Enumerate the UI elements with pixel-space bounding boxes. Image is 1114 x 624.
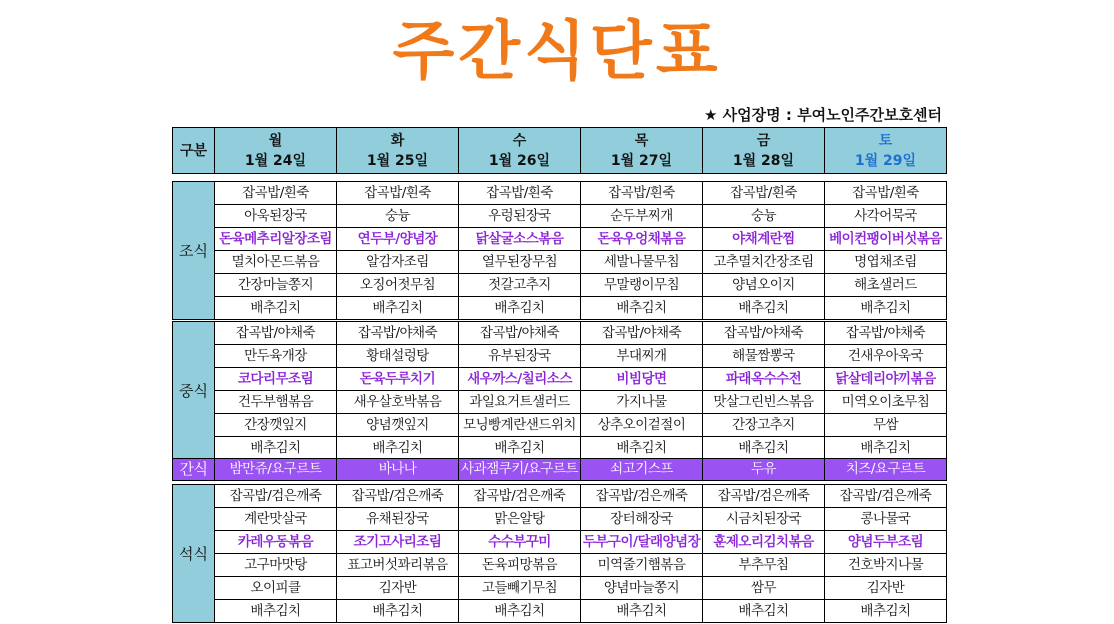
menu-cell: 배추김치 — [459, 297, 581, 320]
menu-cell: 무말랭이무침 — [581, 274, 703, 297]
menu-cell: 명엽채조림 — [825, 251, 947, 274]
snack-cell: 사과잼쿠키/요구르트 — [459, 459, 581, 481]
main-dish-cell: 조기고사리조림 — [337, 531, 459, 554]
menu-cell: 멸치아몬드볶음 — [215, 251, 337, 274]
menu-cell: 만두육개장 — [215, 345, 337, 368]
menu-cell: 고구마맛탕 — [215, 554, 337, 577]
menu-cell: 시금치된장국 — [703, 508, 825, 531]
menu-cell: 배추김치 — [825, 297, 947, 320]
menu-cell: 유채된장국 — [337, 508, 459, 531]
main-dish-cell: 돈육두루치기 — [337, 368, 459, 391]
menu-cell: 잡곡밥/야채죽 — [703, 322, 825, 345]
main-dish-cell: 훈제오리김치볶음 — [703, 531, 825, 554]
main-dish-cell: 비빔당면 — [581, 368, 703, 391]
day-name: 화 — [390, 132, 405, 149]
main-dish-cell: 두부구이/달래양념장 — [581, 531, 703, 554]
dinner-label: 석식 — [173, 485, 215, 623]
menu-cell: 세발나물무침 — [581, 251, 703, 274]
lunch-table — [172, 321, 947, 460]
menu-cell: 배추김치 — [581, 437, 703, 460]
menu-cell: 배추김치 — [825, 600, 947, 623]
main-dish-cell: 연두부/양념장 — [337, 228, 459, 251]
menu-cell: 부추무침 — [703, 554, 825, 577]
menu-cell: 배추김치 — [215, 437, 337, 460]
menu-cell: 잡곡밥/검은깨죽 — [825, 485, 947, 508]
main-dish-cell: 돈육메추리알장조림 — [215, 228, 337, 251]
day-date: 1월 28일 — [732, 152, 795, 169]
main-dish-cell: 코다리무조림 — [215, 368, 337, 391]
menu-cell: 맑은알탕 — [459, 508, 581, 531]
menu-cell: 배추김치 — [825, 437, 947, 460]
menu-cell: 잡곡밥/야채죽 — [825, 322, 947, 345]
menu-cell: 우렁된장국 — [459, 205, 581, 228]
menu-cell: 양념마늘쫑지 — [581, 577, 703, 600]
main-dish-cell: 새우까스/칠리소스 — [459, 368, 581, 391]
menu-cell: 배추김치 — [337, 437, 459, 460]
menu-cell: 잡곡밥/검은깨죽 — [703, 485, 825, 508]
menu-cell: 고들빼기무침 — [459, 577, 581, 600]
menu-cell: 맛살그린빈스볶음 — [703, 391, 825, 414]
menu-cell: 건호박지나물 — [825, 554, 947, 577]
dinner-table — [172, 484, 947, 623]
menu-cell: 배추김치 — [581, 297, 703, 320]
main-dish-cell: 야채계란찜 — [703, 228, 825, 251]
snack-cell: 바나나 — [337, 459, 459, 481]
snack-cell: 치즈/요구르트 — [825, 459, 947, 481]
lunch-row — [173, 391, 947, 414]
day-name: 목 — [634, 132, 649, 149]
lunch-label: 중식 — [173, 322, 215, 460]
menu-cell: 잡곡밥/야채죽 — [581, 322, 703, 345]
menu-cell: 오이피클 — [215, 577, 337, 600]
dinner-row — [173, 554, 947, 577]
lunch-row — [173, 345, 947, 368]
menu-cell: 미역줄기햄볶음 — [581, 554, 703, 577]
breakfast-row — [173, 182, 947, 205]
menu-cell: 간장고추지 — [703, 414, 825, 437]
day-name: 월 — [268, 132, 283, 149]
menu-cell: 잡곡밥/흰죽 — [703, 182, 825, 205]
menu-cell: 잡곡밥/흰죽 — [337, 182, 459, 205]
menu-cell: 황태설렁탕 — [337, 345, 459, 368]
lunch-row — [173, 368, 947, 391]
menu-cell: 미역오이초무침 — [825, 391, 947, 414]
dinner-row — [173, 577, 947, 600]
snack-cell: 두유 — [703, 459, 825, 481]
menu-cell: 젓갈고추지 — [459, 274, 581, 297]
menu-cell: 유부된장국 — [459, 345, 581, 368]
menu-cell: 김자반 — [825, 577, 947, 600]
menu-cell: 장터해장국 — [581, 508, 703, 531]
menu-cell: 건새우아욱국 — [825, 345, 947, 368]
menu-cell: 콩나물국 — [825, 508, 947, 531]
day-date: 1월 25일 — [366, 152, 429, 169]
main-dish-cell: 베이컨팽이버섯볶음 — [825, 228, 947, 251]
menu-cell: 모닝빵계란샌드위치 — [459, 414, 581, 437]
header-table — [172, 127, 947, 174]
breakfast-row — [173, 228, 947, 251]
menu-cell: 잡곡밥/흰죽 — [581, 182, 703, 205]
lunch-row — [173, 437, 947, 460]
breakfast-row — [173, 205, 947, 228]
menu-cell: 잡곡밥/검은깨죽 — [581, 485, 703, 508]
dinner-row — [173, 485, 947, 508]
menu-cell: 돈육피망볶음 — [459, 554, 581, 577]
menu-cell: 배추김치 — [703, 297, 825, 320]
day-name: 토 — [878, 132, 893, 149]
dinner-row — [173, 600, 947, 623]
day-header-wed — [459, 128, 581, 174]
main-dish-cell: 닭살굴소스볶음 — [459, 228, 581, 251]
page-title: 주간식단표 — [392, 15, 722, 89]
menu-cell: 잡곡밥/검은깨죽 — [337, 485, 459, 508]
day-date: 1월 29일 — [854, 152, 917, 169]
menu-cell: 잡곡밥/야채죽 — [337, 322, 459, 345]
menu-cell: 배추김치 — [703, 437, 825, 460]
dinner-row — [173, 508, 947, 531]
main-dish-cell: 카레우동볶음 — [215, 531, 337, 554]
menu-cell: 고추멸치간장조림 — [703, 251, 825, 274]
main-dish-cell: 닭살데리야끼볶음 — [825, 368, 947, 391]
main-dish-cell: 파래옥수수전 — [703, 368, 825, 391]
day-header-tue — [337, 128, 459, 174]
lunch-row — [173, 414, 947, 437]
breakfast-row — [173, 251, 947, 274]
lunch-row — [173, 322, 947, 345]
day-name: 수 — [512, 132, 527, 149]
menu-cell: 간장깻잎지 — [215, 414, 337, 437]
menu-cell: 배추김치 — [459, 437, 581, 460]
menu-cell: 해초샐러드 — [825, 274, 947, 297]
menu-cell: 무쌈 — [825, 414, 947, 437]
menu-cell: 알감자조림 — [337, 251, 459, 274]
menu-cell: 아욱된장국 — [215, 205, 337, 228]
menu-cell: 오징어젓무침 — [337, 274, 459, 297]
menu-cell: 사각어묵국 — [825, 205, 947, 228]
menu-cell: 열무된장무침 — [459, 251, 581, 274]
menu-cell: 해물짬뽕국 — [703, 345, 825, 368]
menu-cell: 쌈무 — [703, 577, 825, 600]
menu-cell: 과일요거트샐러드 — [459, 391, 581, 414]
day-header-thu — [581, 128, 703, 174]
main-dish-cell: 양념두부조림 — [825, 531, 947, 554]
menu-cell: 잡곡밥/검은깨죽 — [215, 485, 337, 508]
menu-cell: 김자반 — [337, 577, 459, 600]
menu-cell: 양념오이지 — [703, 274, 825, 297]
menu-cell: 배추김치 — [215, 297, 337, 320]
menu-cell: 잡곡밥/야채죽 — [215, 322, 337, 345]
main-dish-cell: 수수부꾸미 — [459, 531, 581, 554]
menu-cell: 배추김치 — [459, 600, 581, 623]
menu-cell: 잡곡밥/야채죽 — [459, 322, 581, 345]
breakfast-label: 조식 — [173, 182, 215, 320]
menu-cell: 숭늉 — [337, 205, 459, 228]
corner-label: 구분 — [173, 128, 215, 174]
menu-cell: 상추오이겉절이 — [581, 414, 703, 437]
menu-cell: 표고버섯꽈리볶음 — [337, 554, 459, 577]
menu-cell: 간장마늘쫑지 — [215, 274, 337, 297]
menu-cell: 계란맛살국 — [215, 508, 337, 531]
dinner-row — [173, 531, 947, 554]
menu-cell: 새우살호박볶음 — [337, 391, 459, 414]
menu-cell: 건두부햄볶음 — [215, 391, 337, 414]
day-date: 1월 27일 — [610, 152, 673, 169]
menu-cell: 숭늉 — [703, 205, 825, 228]
menu-cell: 가지나물 — [581, 391, 703, 414]
menu-cell: 잡곡밥/흰죽 — [825, 182, 947, 205]
menu-cell: 배추김치 — [337, 600, 459, 623]
day-header-fri — [703, 128, 825, 174]
menu-cell: 잡곡밥/흰죽 — [215, 182, 337, 205]
day-date: 1월 26일 — [488, 152, 551, 169]
day-name: 금 — [756, 132, 771, 149]
breakfast-row — [173, 297, 947, 320]
snack-cell: 밤만쥬/요구르트 — [215, 459, 337, 481]
breakfast-table — [172, 181, 947, 320]
snack-cell: 쇠고기스프 — [581, 459, 703, 481]
menu-cell: 양념깻잎지 — [337, 414, 459, 437]
breakfast-row — [173, 274, 947, 297]
menu-cell: 잡곡밥/흰죽 — [459, 182, 581, 205]
menu-cell: 배추김치 — [215, 600, 337, 623]
menu-cell: 순두부찌개 — [581, 205, 703, 228]
organization-label: ★ 사업장명 : 부여노인주간보호센터 — [704, 106, 942, 124]
menu-cell: 배추김치 — [337, 297, 459, 320]
menu-cell: 잡곡밥/검은깨죽 — [459, 485, 581, 508]
menu-cell: 부대찌개 — [581, 345, 703, 368]
day-header-sat — [825, 128, 947, 174]
snack-label: 간식 — [173, 459, 215, 481]
menu-cell: 배추김치 — [581, 600, 703, 623]
menu-cell: 배추김치 — [703, 600, 825, 623]
day-date: 1월 24일 — [244, 152, 307, 169]
snack-table — [172, 458, 947, 481]
day-header-mon — [215, 128, 337, 174]
snack-row — [173, 459, 947, 481]
main-dish-cell: 돈육우엉채볶음 — [581, 228, 703, 251]
